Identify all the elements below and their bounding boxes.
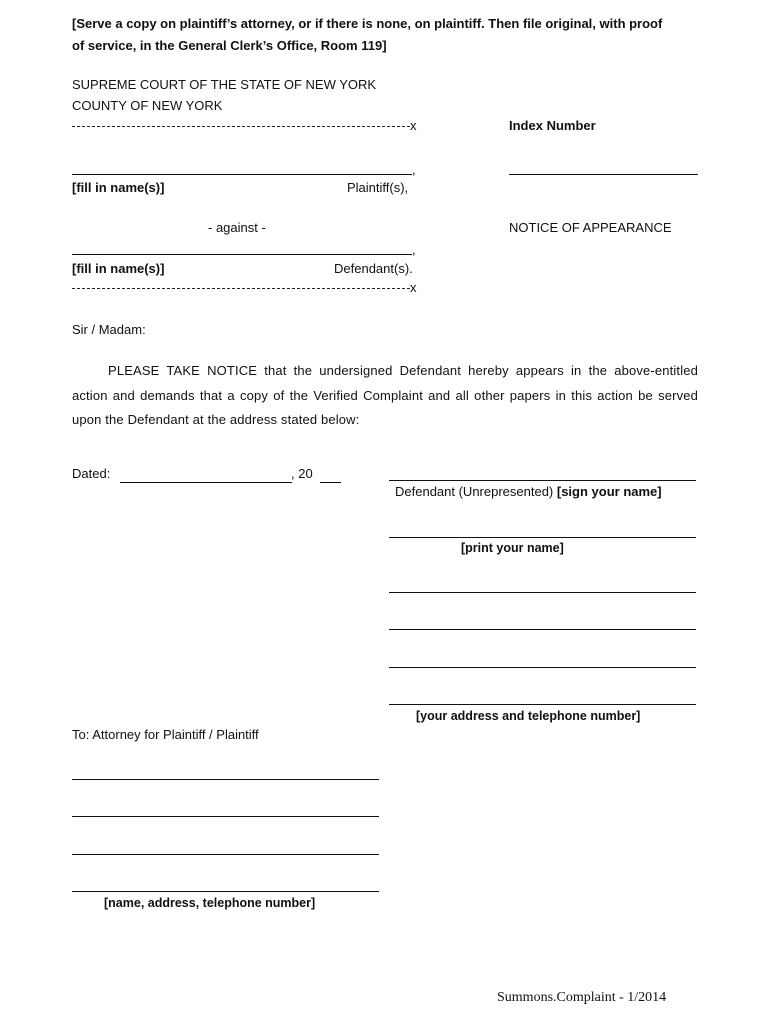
to-line-3-field[interactable] [72,854,379,855]
address-line-1-field[interactable] [389,592,696,593]
print-name-field[interactable] [389,537,696,538]
index-number-label: Index Number [509,118,596,133]
caption-top-dashed-rule [72,126,410,127]
address-line-4-field[interactable] [389,704,696,705]
caption-bottom-x: x [410,280,417,295]
plaintiff-fill-label: [fill in name(s)] [72,180,165,195]
court-county: COUNTY OF NEW YORK [72,98,223,113]
sign-your-name-label: [sign your name] [556,484,662,499]
plaintiff-role: Plaintiff(s), [347,180,409,195]
to-line-1-field[interactable] [72,779,379,780]
plaintiff-comma: , [412,162,416,177]
page-footer: Summons.Complaint - 1/2014 [497,990,667,1005]
court-name: SUPREME COURT OF THE STATE OF NEW YORK [72,77,377,92]
salutation: Sir / Madam: [72,322,146,337]
dated-year-field[interactable] [320,482,341,483]
defendant-name-field[interactable] [72,254,412,255]
index-number-field[interactable] [509,174,698,175]
to-line-4-field[interactable] [72,891,379,892]
caption-top-x: x [410,118,417,133]
to-name-address-label: [name, address, telephone number] [104,896,316,910]
dated-label: Dated: [72,466,111,481]
caption-bottom-dashed-rule [72,288,410,289]
address-line-2-field[interactable] [389,629,696,630]
signature-field[interactable] [389,480,696,481]
notice-paragraph-text: PLEASE TAKE NOTICE that the undersigned Defendant hereby appears in the above-entitled action and demands that a copy of the Verified Complaint and all other papers in this action be served upon the Defendant at the address stated below: [72,363,698,427]
against-text: - against - [208,220,266,235]
defendant-comma: , [412,242,416,257]
to-attorney-label: To: Attorney for Plaintiff / Plaintiff [72,727,259,742]
defendant-role: Defendant(s). [334,261,413,276]
defendant-fill-label: [fill in name(s)] [72,261,165,276]
instruction-line-2: of service, in the General Clerk’s Office, Room 119] [72,38,387,53]
to-line-2-field[interactable] [72,816,379,817]
notice-paragraph [72,359,698,433]
address-line-3-field[interactable] [389,667,696,668]
instruction-line-1: [Serve a copy on plaintiff’s attorney, or if there is none, on plaintiff. Then file original, with proof [72,16,663,31]
notice-title: NOTICE OF APPEARANCE [509,220,672,235]
dated-date-field[interactable] [120,482,292,483]
signature-caption [395,484,662,499]
signature-role-text: Defendant (Unrepresented) [395,484,557,499]
plaintiff-name-field[interactable] [72,174,412,175]
address-telephone-label: [your address and telephone number] [416,709,641,723]
dated-year-prefix: , 20 [291,466,313,481]
print-your-name-label: [print your name] [461,541,564,555]
